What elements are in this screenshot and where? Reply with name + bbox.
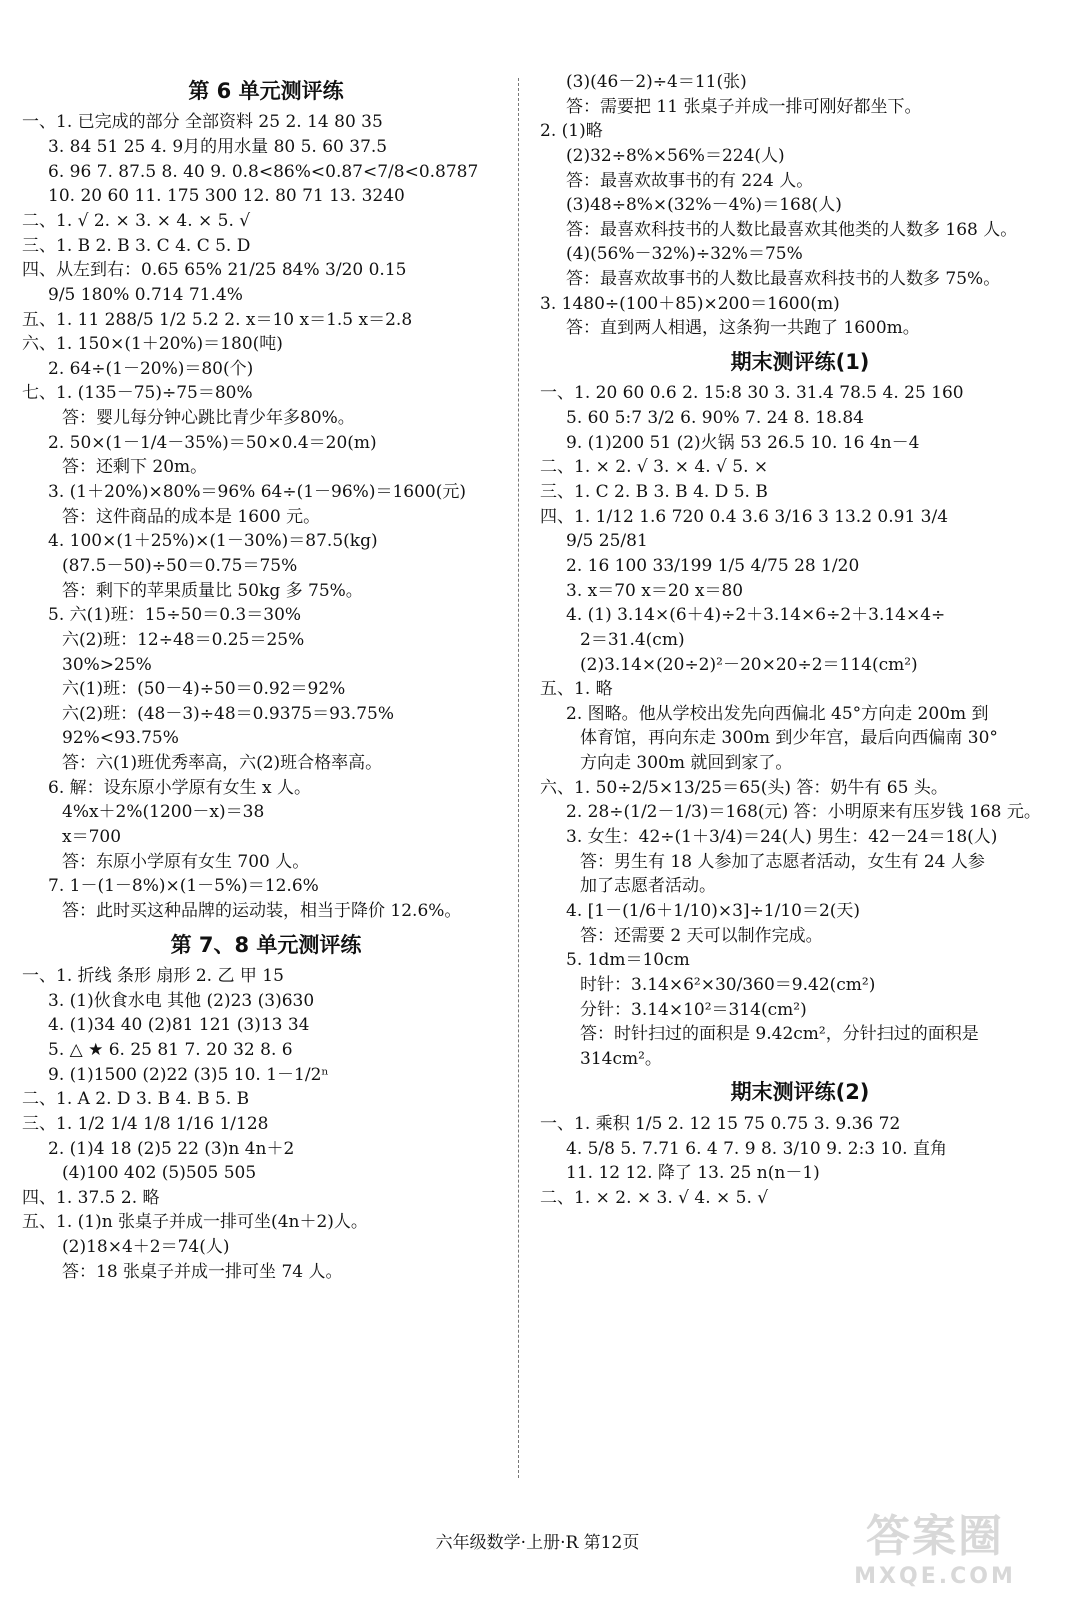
answer-line: 3. 84 51 25 4. 9月的用水量 80 5. 60 37.5 bbox=[48, 137, 388, 158]
answer-line: 一、1. 已完成的部分 全部资料 25 2. 14 80 35 bbox=[22, 112, 383, 133]
answer-line: (87.5－50)÷50＝0.75＝75% bbox=[62, 555, 298, 576]
section-title: 第 7、8 单元测评练 bbox=[170, 932, 362, 957]
answer-line: 答：需要把 11 张桌子并成一排可刚好都坐下。 bbox=[566, 96, 922, 117]
answer-line: 2＝31.4(cm) bbox=[580, 629, 685, 650]
answer-line: (2)3.14×(20÷2)²－20×20÷2＝114(cm²) bbox=[580, 654, 918, 675]
answer-line: 6. 96 7. 87.5 8. 40 9. 0.8<86%<0.87<7/8<0.8787 bbox=[48, 161, 479, 182]
answer-line: 5. 1dm＝10cm bbox=[566, 950, 690, 971]
answer-line: x＝700 bbox=[62, 827, 122, 848]
answer-line: 体育馆，再向东走 300m 到少年宫，最后向西偏南 30° bbox=[580, 728, 998, 749]
answer-line: 五、1. 略 bbox=[540, 679, 613, 700]
answer-line: 六(1)班：(50－4)÷50＝0.92＝92% bbox=[62, 679, 346, 700]
answer-line: 二、1. √ 2. × 3. × 4. × 5. √ bbox=[22, 211, 251, 231]
answer-line: 3. x＝70 x＝20 x＝80 bbox=[566, 580, 744, 601]
answer-line: (4)100 402 (5)505 505 bbox=[62, 1163, 257, 1184]
answer-line: 四、从左到右：0.65 65% 21/25 84% 3/20 0.15 bbox=[22, 260, 407, 281]
answer-line: 4. [1－(1/6＋1/10)×3]÷1/10＝2(天) bbox=[566, 900, 861, 921]
answer-line: 答：最喜欢故事书的人数比最喜欢科技书的人数多 75%。 bbox=[566, 269, 1001, 290]
answer-line: 二、1. × 2. √ 3. × 4. √ 5. × bbox=[540, 457, 769, 478]
answer-line: 答：剩下的苹果质量比 50kg 多 75%。 bbox=[62, 580, 363, 601]
answer-line: 4. (1)34 40 (2)81 121 (3)13 34 bbox=[48, 1015, 310, 1036]
answer-line: 30%>25% bbox=[62, 654, 152, 675]
answer-line: 9/5 25/81 bbox=[566, 531, 648, 552]
answer-line: 5. 60 5:7 3/2 6. 90% 7. 24 8. 18.84 bbox=[566, 408, 864, 429]
answer-line: 答：时针扫过的面积是 9.42cm²，分针扫过的面积是 bbox=[580, 1024, 979, 1045]
answer-line: 答：此时买这种品牌的运动装，相当于降价 12.6%。 bbox=[62, 900, 462, 921]
left-column bbox=[22, 70, 510, 1284]
answer-line: 三、1. C 2. B 3. B 4. D 5. B bbox=[540, 482, 768, 503]
answer-line: 一、1. 乘积 1/5 2. 12 15 75 0.75 3. 9.36 72 bbox=[540, 1113, 901, 1134]
section-title: 期末测评练(2) bbox=[730, 1080, 870, 1105]
answer-line: 4. (1) 3.14×(6＋4)÷2＋3.14×6÷2＋3.14×4÷ bbox=[566, 605, 946, 626]
answer-line: 加了志愿者活动。 bbox=[580, 876, 716, 897]
right-column bbox=[540, 70, 1060, 1210]
answer-line: 五、1. (1)n 张桌子并成一排可坐(4n＋2)人。 bbox=[22, 1212, 368, 1233]
answer-line: 6. 解：设东原小学原有女生 x 人。 bbox=[48, 777, 312, 798]
answer-line: (4)(56%－32%)÷32%＝75% bbox=[566, 244, 803, 265]
answer-line: 2. 28÷(1/2－1/3)＝168(元) 答：小明原来有压岁钱 168 元。 bbox=[566, 802, 1041, 823]
answer-line: 一、1. 折线 条形 扇形 2. 乙 甲 15 bbox=[22, 966, 284, 987]
answer-line: 答：18 张桌子并成一排可坐 74 人。 bbox=[62, 1261, 343, 1282]
answer-line: 2. 16 100 33/199 1/5 4/75 28 1/20 bbox=[566, 555, 860, 576]
answer-line: 三、1. B 2. B 3. C 4. C 5. D bbox=[22, 235, 251, 256]
answer-line: (3)(46－2)÷4＝11(张) bbox=[566, 72, 747, 92]
answer-line: 六、1. 150×(1＋20%)＝180(吨) bbox=[22, 334, 283, 355]
answer-line: 四、1. 1/12 1.6 720 0.4 3.6 3/16 3 13.2 0.91 3/4 bbox=[540, 506, 949, 527]
page-footer: 六年级数学·上册·R 第12页 bbox=[435, 1533, 640, 1553]
answer-line: 9. (1)200 51 (2)火锅 53 26.5 10. 16 4n－4 bbox=[566, 432, 920, 453]
answer-line: 答：六(1)班优秀率高，六(2)班合格率高。 bbox=[62, 753, 383, 774]
answer-line: 一、1. 20 60 0.6 2. 15:8 30 3. 31.4 78.5 4. 25 160 bbox=[540, 383, 964, 404]
answer-line: 7. 1－(1－8%)×(1－5%)＝12.6% bbox=[48, 876, 319, 897]
answer-line: 3. 1480÷(100＋85)×200＝1600(m) bbox=[540, 293, 840, 314]
answer-line: 七、1. (135－75)÷75＝80% bbox=[22, 383, 253, 404]
answer-line: 10. 20 60 11. 175 300 12. 80 71 13. 3240 bbox=[48, 186, 405, 207]
answer-line: 六(2)班：12÷48＝0.25＝25% bbox=[62, 629, 305, 650]
answer-line: 5. 六(1)班：15÷50＝0.3＝30% bbox=[48, 605, 302, 626]
answer-line: 9/5 180% 0.714 71.4% bbox=[48, 284, 243, 305]
answer-line: 3. 女生：42÷(1＋3/4)＝24(人) 男生：42－24＝18(人) bbox=[566, 827, 998, 848]
answer-line: 3. (1＋20%)×80%＝96% 64÷(1－96%)＝1600(元) bbox=[48, 482, 466, 503]
answer-line: 答：婴儿每分钟心跳比青少年多80%。 bbox=[62, 408, 355, 429]
answer-line: 9. (1)1500 (2)22 (3)5 10. 1－1/2ⁿ bbox=[48, 1064, 329, 1085]
answer-line: 方向走 300m 就回到家了。 bbox=[580, 753, 793, 774]
answer-line: 二、1. × 2. × 3. √ 4. × 5. √ bbox=[540, 1187, 769, 1208]
column-divider bbox=[518, 78, 519, 1478]
answer-line: 4%x＋2%(1200－x)＝38 bbox=[62, 802, 265, 823]
answer-line: (3)48÷8%×(32%－4%)＝168(人) bbox=[566, 195, 842, 216]
answer-line: 4. 100×(1＋25%)×(1－30%)＝87.5(kg) bbox=[48, 531, 378, 552]
answer-line: 2. 50×(1－1/4－35%)＝50×0.4＝20(m) bbox=[48, 432, 377, 453]
answer-line: 3. (1)伙食水电 其他 (2)23 (3)630 bbox=[48, 990, 315, 1011]
answer-line: 答：还剩下 20m。 bbox=[62, 457, 208, 478]
answer-line: (2)18×4＋2＝74(人) bbox=[62, 1237, 230, 1258]
answer-line: 92%<93.75% bbox=[62, 728, 179, 749]
answer-line: 5. △ ★ 6. 25 81 7. 20 32 8. 6 bbox=[48, 1039, 293, 1060]
answer-line: 答：直到两人相遇，这条狗一共跑了 1600m。 bbox=[566, 318, 920, 339]
answer-line: 五、1. 11 288/5 1/2 5.2 2. x＝10 x＝1.5 x＝2.8 bbox=[22, 309, 413, 330]
section-title: 第 6 单元测评练 bbox=[188, 79, 344, 103]
answer-line: 时针：3.14×6²×30/360＝9.42(cm²) bbox=[580, 974, 876, 995]
answer-line: 答：男生有 18 人参加了志愿者活动，女生有 24 人参 bbox=[580, 851, 985, 872]
section-title: 期末测评练(1) bbox=[730, 350, 870, 375]
answer-line: 六(2)班：(48－3)÷48＝0.9375＝93.75% bbox=[62, 703, 394, 724]
answer-line: 答：最喜欢故事书的有 224 人。 bbox=[566, 170, 814, 191]
answer-line: 六、1. 50÷2/5×13/25＝65(头) 答：奶牛有 65 头。 bbox=[540, 777, 948, 798]
answer-line: 11. 12 12. 降了 13. 25 n(n－1) bbox=[566, 1163, 820, 1184]
answer-line: 2. 64÷(1－20%)＝80(个) bbox=[48, 358, 254, 379]
watermark-logo: 答案圈 MXQE.COM bbox=[854, 1511, 1016, 1589]
answer-line: 4. 5/8 5. 7.71 6. 4 7. 9 8. 3/10 9. 2:3 10. 直角 bbox=[566, 1138, 947, 1159]
answer-line: (2)32÷8%×56%＝224(人) bbox=[566, 145, 785, 166]
answer-line: 314cm²。 bbox=[580, 1048, 662, 1069]
answer-line: 2. (1)4 18 (2)5 22 (3)n 4n＋2 bbox=[48, 1138, 295, 1159]
answer-line: 分针：3.14×10²＝314(cm²) bbox=[580, 999, 807, 1020]
answer-line: 2. (1)略 bbox=[540, 121, 603, 142]
answer-line: 2. 图略。他从学校出发先向西偏北 45°方向走 200m 到 bbox=[566, 703, 989, 724]
answer-line: 答：还需要 2 天可以制作完成。 bbox=[580, 925, 823, 946]
answer-line: 四、1. 37.5 2. 略 bbox=[22, 1187, 160, 1208]
answer-line: 三、1. 1/2 1/4 1/8 1/16 1/128 bbox=[22, 1113, 269, 1134]
answer-line: 二、1. A 2. D 3. B 4. B 5. B bbox=[22, 1089, 250, 1110]
answer-line: 答：这件商品的成本是 1600 元。 bbox=[62, 506, 321, 527]
answer-line: 答：最喜欢科技书的人数比最喜欢其他类的人数多 168 人。 bbox=[566, 219, 1018, 240]
answer-line: 答：东原小学原有女生 700 人。 bbox=[62, 851, 310, 872]
